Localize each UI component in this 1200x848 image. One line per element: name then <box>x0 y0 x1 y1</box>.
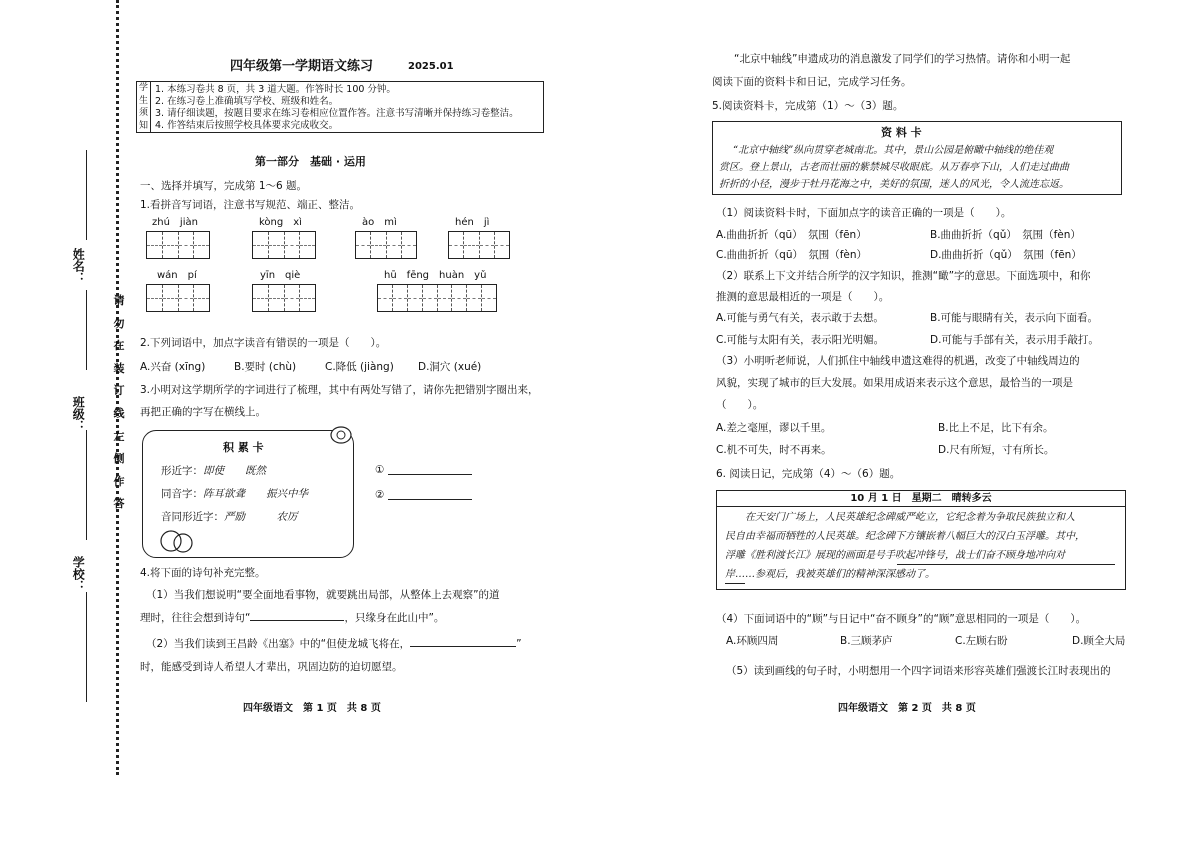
question-2: 2.下列词语中，加点字读音有错误的一项是（ ）。 <box>140 337 387 349</box>
card-row: 同音字：阵耳欲聋 振兴中华 <box>161 488 308 500</box>
question-3-cont: 再把正确的字写在横线上。 <box>140 406 266 418</box>
intro-text-cont: 阅读下面的资料卡和日记，完成学习任务。 <box>712 76 912 88</box>
card-row: 音同形近字：严励 农厉 <box>161 511 298 523</box>
writing-grid[interactable] <box>252 284 316 312</box>
exam-date: 2025.01 <box>408 61 454 72</box>
question-5-2-cont: 推测的意思最相近的一项是（ ）。 <box>716 291 890 303</box>
info-card <box>712 121 1122 195</box>
balloon-icon <box>159 529 195 555</box>
option-d[interactable]: D.曲曲折折（qǔ） 氛围（fēn） <box>930 249 1082 261</box>
page-footer: 四年级语文 第 2 页 共 8 页 <box>838 703 976 714</box>
option-b[interactable]: B.曲曲折折（qǔ） 氛围（fèn） <box>930 229 1081 241</box>
notice-item: 1. 本练习卷共 8 页，共 3 道大题。作答时长 100 分钟。 <box>155 84 396 95</box>
question-5-3: （3）小明听老师说，人们抓住中轴线申遗这难得的机遇，改变了中轴线周边的 <box>716 355 1080 367</box>
option-c[interactable]: C.机不可失，时不再来。 <box>716 444 832 456</box>
blank-1-answer[interactable] <box>388 474 472 475</box>
binding-warning: 请 勿 在 装 订 线 左 侧 作 答 <box>113 294 125 511</box>
exam-title: 四年级第一学期语文练习 <box>230 59 374 74</box>
smiley-cloud-icon <box>329 425 353 445</box>
question-4-1: （1）当我们想说明“要全面地看事物，就要跳出局部，从整体上去观察”的道 <box>146 589 500 601</box>
option-a[interactable]: A.曲曲折折（qū） 氛围（fēn） <box>716 229 867 241</box>
section-1-heading: 一、选择并填写，完成第 1～6 题。 <box>140 180 308 192</box>
underlined-sentence-mark <box>897 564 1115 565</box>
notice-item: 3. 请仔细读题，按题目要求在练习卷相应位置作答。注意书写清晰并保持练习卷整洁。 <box>155 108 519 119</box>
diary-line: 民自由幸福而牺牲的人民英雄。纪念碑下方镶嵌着八幅巨大的汉白玉浮雕。其中， <box>725 531 1085 542</box>
info-card-line: 折折的小径，漫步于牡丹花海之中，美好的氛围，迷人的风光，令人流连忘返。 <box>719 179 1069 190</box>
question-5-3-cont: （ ）。 <box>716 399 764 411</box>
info-card-title: 资 料 卡 <box>881 126 922 139</box>
option-a[interactable]: A.环顾四周 <box>726 635 779 647</box>
question-6-4: （4）下面词语中的“顾”与日记中“奋不顾身”的“顾”意思相同的一项是（ ）。 <box>716 613 1087 625</box>
writing-grid[interactable] <box>146 231 210 259</box>
diary-line: 浮雕《胜利渡长江》展现的画面是号手吹起冲锋号，战士们奋不顾身地冲向对 <box>725 550 1065 561</box>
question-5-2: （2）联系上下文并结合所学的汉字知识，推测“瞰”字的意思。下面选项中，和你 <box>716 270 1091 282</box>
notice-item: 4. 作答结束后按照学校具体要求完成收交。 <box>155 120 339 131</box>
notice-item: 2. 在练习卷上准确填写学校、班级和姓名。 <box>155 96 339 107</box>
question-6: 6. 阅读日记，完成第（4）～（6）题。 <box>716 468 901 480</box>
part-title: 第一部分 基础 · 运用 <box>255 155 366 168</box>
option-c[interactable]: C.降低 (jiàng) <box>325 361 394 373</box>
card-row: 形近字：即使 既然 <box>161 465 266 477</box>
pinyin-label: yīn qiè <box>260 270 301 281</box>
name-line <box>86 150 87 240</box>
option-b[interactable]: B.三顾茅庐 <box>840 635 893 647</box>
option-a[interactable]: A.差之毫厘，谬以千里。 <box>716 422 832 434</box>
notice-side-label: 学 生 须 知 <box>137 82 151 132</box>
diary-line: 岸……参观后，我被英雄们的精神深深感动了。 <box>725 569 935 580</box>
card-title: 积 累 卡 <box>223 441 264 454</box>
option-c[interactable]: C.左顾右盼 <box>955 635 1008 647</box>
option-b[interactable]: B.比上不足，比下有余。 <box>938 422 1054 434</box>
option-a[interactable]: A.兴奋 (xīng) <box>140 361 206 373</box>
question-5-3-cont: 风貌，实现了城市的巨大发展。如果用成语来表示这个意思，最恰当的一项是 <box>716 377 1073 389</box>
class-label: 班级： <box>71 396 86 432</box>
pinyin-label: wán pí <box>157 270 197 281</box>
question-4-2: （2）当我们读到王昌龄《出塞》中的“但使龙城飞将在， ” <box>146 638 522 650</box>
question-5: 5.阅读资料卡，完成第（1）～（3）题。 <box>712 100 904 112</box>
writing-grid[interactable] <box>355 231 417 259</box>
class-line <box>86 430 87 540</box>
info-card-line: 赏区。登上景山，古老而壮丽的紫禁城尽收眼底。从万春亭下山，人们走过曲曲 <box>719 162 1069 173</box>
blank-2-label: ② <box>375 489 385 501</box>
question-4-1-cont: 理时，往往会想到诗句“ ，只缘身在此山中”。 <box>140 612 445 624</box>
pinyin-label: kòng xì <box>259 217 302 228</box>
pinyin-label: zhú jiàn <box>152 217 198 228</box>
writing-grid[interactable] <box>146 284 210 312</box>
accumulation-card <box>142 430 354 558</box>
option-d[interactable]: D.顾全大局 <box>1072 635 1126 647</box>
writing-grid[interactable] <box>448 231 510 259</box>
option-a[interactable]: A.可能与勇气有关，表示敢于去想。 <box>716 312 884 324</box>
blank-1-label: ① <box>375 464 385 476</box>
diary-header: 10 月 1 日 星期二 晴转多云 <box>717 491 1125 507</box>
pinyin-label: ào mì <box>362 217 397 228</box>
intro-text: “北京中轴线”申遗成功的消息激发了同学们的学习热情。请你和小明一起 <box>734 53 1071 65</box>
option-d[interactable]: D.可能与手部有关，表示用手敲打。 <box>930 334 1099 346</box>
diary-line: 在天安门广场上，人民英雄纪念碑威严屹立，它纪念着为争取民族独立和人 <box>745 512 1075 523</box>
pinyin-label: hén jì <box>455 217 490 228</box>
pinyin-label: hū fēng huàn yǔ <box>384 270 487 281</box>
option-c[interactable]: C.曲曲折折（qū） 氛围（fèn） <box>716 249 868 261</box>
info-card-line: “北京中轴线”纵向贯穿老城南北。其中，景山公园是俯瞰中轴线的绝佳观 <box>733 145 1054 156</box>
option-d[interactable]: D.尺有所短，寸有所长。 <box>938 444 1055 456</box>
name-line-lower <box>86 290 87 370</box>
page-footer: 四年级语文 第 1 页 共 8 页 <box>243 703 381 714</box>
student-notice <box>136 81 544 133</box>
blank-2-answer[interactable] <box>388 499 472 500</box>
option-c[interactable]: C.可能与太阳有关，表示阳光明媚。 <box>716 334 885 346</box>
question-4-2-cont: 时，能感受到诗人希望人才辈出，巩固边防的迫切愿望。 <box>140 661 403 673</box>
question-6-5: （5）读到画线的句子时，小明想用一个四字词语来形容英雄们强渡长江时表现出的 <box>726 665 1111 677</box>
writing-grid[interactable] <box>377 284 497 312</box>
option-b[interactable]: B.要时 (chù) <box>234 361 297 373</box>
question-5-1: （1）阅读资料卡时，下面加点字的读音正确的一项是（ ）。 <box>716 207 1012 219</box>
underlined-sentence-mark <box>725 583 745 584</box>
option-b[interactable]: B.可能与眼睛有关，表示向下面看。 <box>930 312 1099 324</box>
question-3: 3.小明对这学期所学的字词进行了梳理，其中有两处写错了，请你先把错别字圈出来， <box>140 384 539 396</box>
question-1: 1.看拼音写词语，注意书写规范、端正、整洁。 <box>140 199 361 211</box>
poem-blank-2[interactable] <box>410 646 516 647</box>
option-d[interactable]: D.洞穴 (xué) <box>418 361 482 373</box>
diary-box <box>716 490 1126 590</box>
school-label: 学校： <box>71 556 86 592</box>
writing-grid[interactable] <box>252 231 316 259</box>
school-line <box>86 592 87 702</box>
poem-blank-1[interactable] <box>250 620 344 621</box>
question-4: 4.将下面的诗句补充完整。 <box>140 567 266 579</box>
name-label: 姓名： <box>71 248 86 284</box>
